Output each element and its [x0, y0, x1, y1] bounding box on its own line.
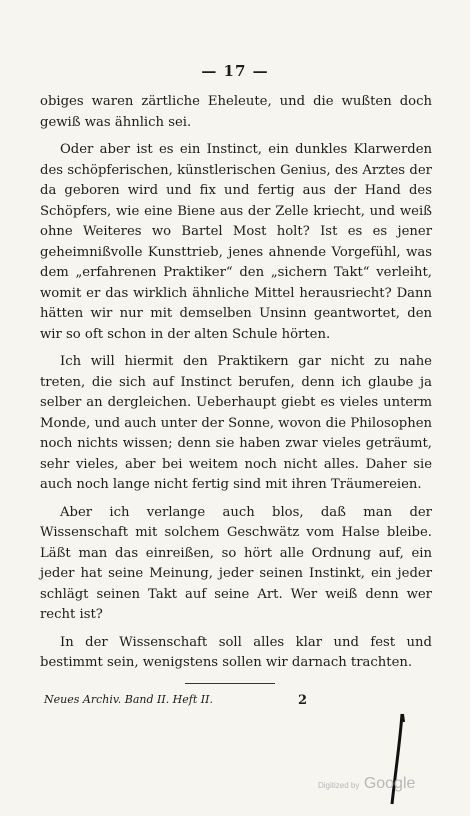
signature-mark: 2: [298, 693, 308, 708]
paragraph: Oder aber ist es ein Instinct, ein dunkles Klarwerden des schöpferischen, künstlerischen Genius, des Arztes der da geboren wird und fix und fertig aus der Hand des Schöpfers, wie eine Biene aus der Zelle kriecht, und weiß ohne Weiteres wo Bartel Most holt? Ist es es jener geheimnißvolle Kunsttrieb, jenes ahnende Vorgefühl, was dem „erfahrenen Praktiker“ den „sichern Takt“ verleiht, womit er das wirklich ähnliche Mittel herausriecht? Dann hätten wir nur mit demselben Unsinn geantwortet, den wir so oft schon in der alten Schule hörten.: [40, 142, 432, 342]
digitized-watermark: [318, 775, 415, 793]
watermark-brand: Google: [363, 775, 416, 792]
paragraph: In der Wissenschaft soll alles klar und fest und bestimmt sein, wenigstens sollen wir darnach trachten.: [40, 634, 432, 670]
paragraph: Ich will hiermit den Praktikern gar nicht zu nahe treten, die sich auf Instinct berufen, denn ich glaube ja selber an dergleichen. Ueberhaupt giebt es vieles unterm Monde, und auch unter der Sonne, wovon die Philosophen noch nichts wissen; denn sie haben zwar vieles geträumt, sehr vieles, aber bei weitem noch nicht alles. Daher sie auch noch lange nicht fertig sind mit ihren Träumereien.: [40, 354, 432, 492]
paragraph: Aber ich verlange auch blos, daß man der Wissenschaft mit solchem Geschwätz vom Halse bleibe. Läßt man das einreißen, so hört alle Ordnung auf, ein jeder hat seine Meinung, jeder seinen Instinkt, ein jeder schlägt seinen Takt auf seine Art. Wer weiß denn wer recht ist?: [40, 504, 432, 622]
footer-title: Neues Archiv. Band II. Heft II.: [44, 693, 213, 706]
body-text: [40, 92, 432, 681]
footer-rule: [185, 683, 275, 684]
watermark-prefix: Digitized by: [318, 781, 360, 790]
page-number: — 17 —: [201, 62, 269, 80]
paragraph: obiges waren zärtliche Eheleute, und die wußten doch gewiß was ähnlich sei.: [40, 94, 432, 130]
